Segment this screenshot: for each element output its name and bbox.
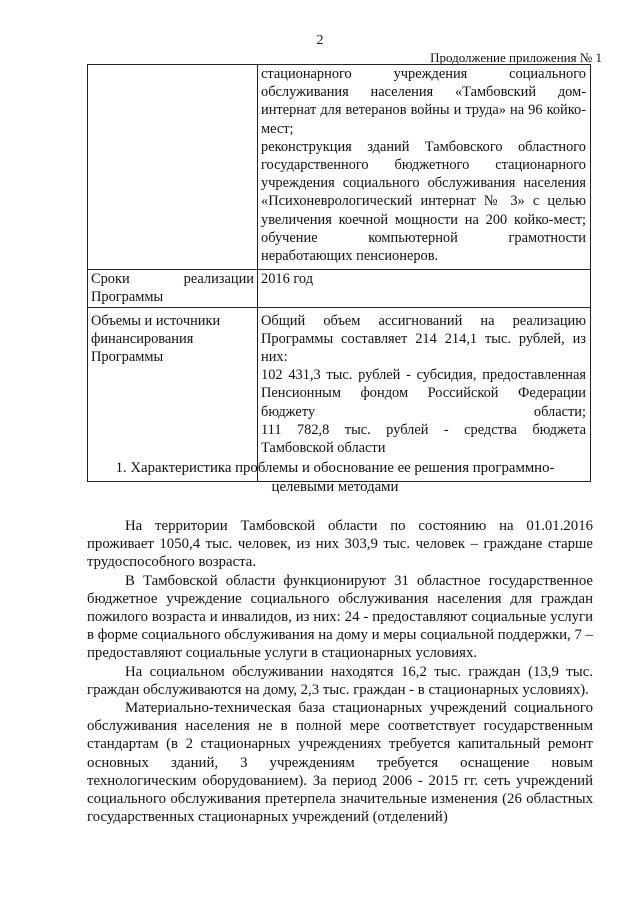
paragraph: Материально-техническая база стационарных учреждений социального обслуживания населения не в полной мере соответствует государственным стандартам (в 2 стационарных учреждениях требуется капитальный ремонт основных зданий, 3 учреждениям требуется оснащение новым технологическим оборудованием). За период 2006 - 2015 гг. сеть учреждений социального обслуживания претерпела значительные изменения (26 областных государственных стационарных учреждений (отделений) <box>87 700 593 826</box>
continuation-note: Продолжение приложения № 1 <box>430 50 602 65</box>
body-text <box>87 517 593 826</box>
row-content <box>258 307 591 482</box>
program-passport-table <box>87 64 591 482</box>
row-label: Сроки реализации Программы <box>88 270 258 307</box>
table-row <box>88 65 591 270</box>
page-number: 2 <box>316 33 324 48</box>
table-row <box>88 270 591 307</box>
row-label <box>88 65 258 270</box>
paragraph: На территории Тамбовской области по состоянию на 01.01.2016 проживает 1050,4 тыс. человек, из них 303,9 тыс. человек – граждане старше трудоспособного возраста. <box>87 518 593 571</box>
content-item: стационарного учреждения социального обслуживания населения «Тамбовский дом-интернат для ветеранов войны и труда» на 96 койко-мест; <box>261 66 586 137</box>
content-item: 102 431,3 тыс. рублей - субсидия, предоставленная Пенсионным фондом Российской Федерации бюджету области; <box>261 367 586 420</box>
content-item: 2016 год <box>261 271 314 288</box>
content-item: 111 782,8 тыс. рублей - средства бюджета Тамбовской области <box>261 421 586 457</box>
content-item: Общий объем ассигнований на реализацию Программы составляет 214 214,1 тыс. рублей, из них: <box>261 312 586 366</box>
section-title: 1. Характеристика проблемы и обоснование ее решения программно-целевыми методами <box>115 460 555 495</box>
content-item: обучение компьютерной грамотности неработающих пенсионеров. <box>261 229 586 265</box>
table-row <box>88 307 591 482</box>
row-label: Объемы и источники финансирования Программы <box>88 307 258 482</box>
paragraph: В Тамбовской области функционируют 31 областное государственное бюджетное учреждение социального обслуживания населения для граждан пожилого возраста и инвалидов, из них: 24 - предоставляют социальные услуги в форме социального обслуживания на дому и меры социальной поддержки, 7 – предоставляют социальные услуги в стационарных условиях. <box>87 572 593 662</box>
row-content <box>258 65 591 270</box>
row-content <box>258 270 591 307</box>
content-item: реконструкция зданий Тамбовского областного государственного бюджетного стационарного учреждения социального обслуживания населения «Психоневрологический интернат № 3» с целью увеличения коечной мощности на 200 койко-мест; <box>261 138 586 228</box>
paragraph: На социальном обслуживании находятся 16,2 тыс. граждан (13,9 тыс. граждан обслуживаются на дому, 2,3 тыс. граждан - в стационарных условиях). <box>87 663 593 698</box>
